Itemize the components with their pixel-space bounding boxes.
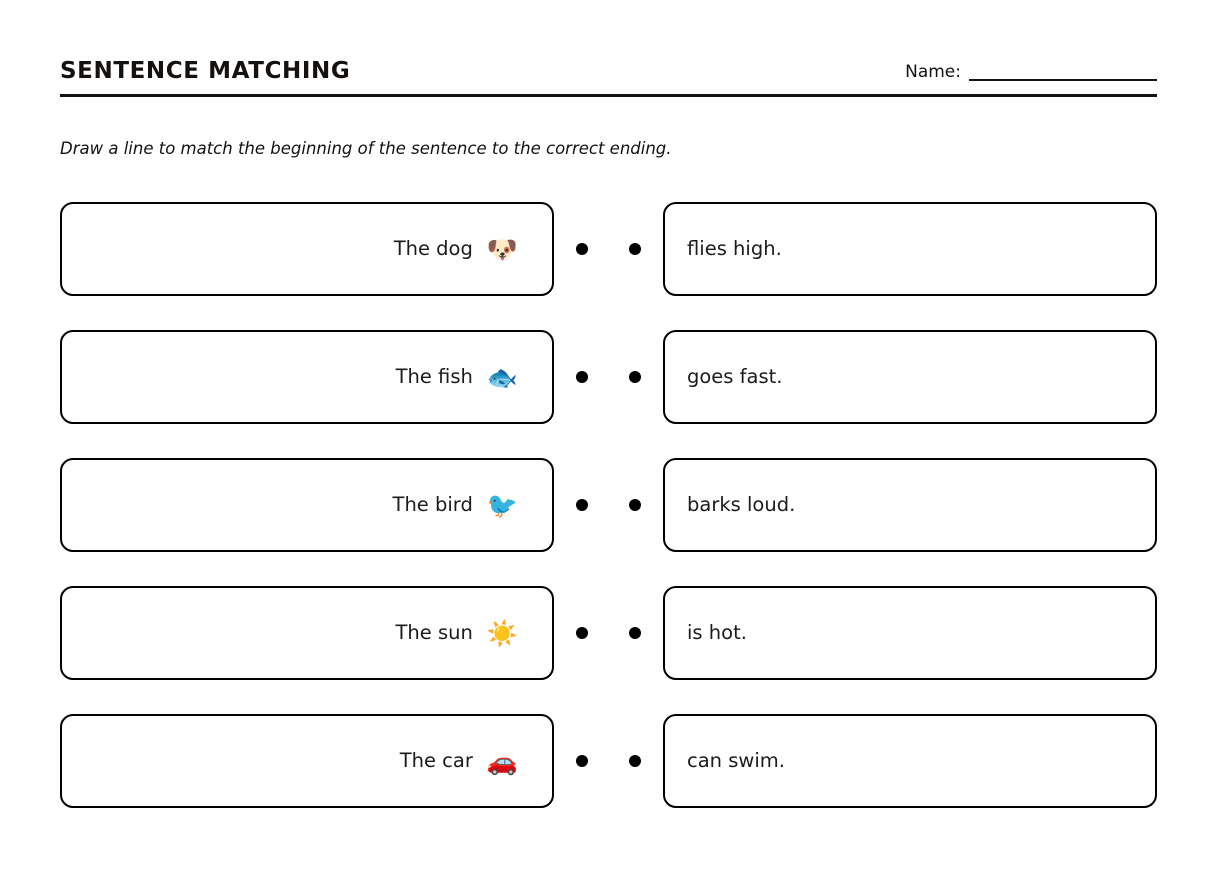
matching-rows — [60, 202, 1157, 808]
page-title: SENTENCE MATCHING — [60, 58, 351, 84]
answer-connector-dot[interactable] — [629, 243, 641, 255]
instruction-text: Draw a line to match the beginning of the sentence to the correct ending. — [60, 139, 672, 158]
prompt-connector-dot[interactable] — [576, 755, 588, 767]
bird-emoji: 🐦 — [486, 490, 518, 520]
connector-area — [554, 202, 663, 296]
connector-area — [554, 458, 663, 552]
answer-text: goes fast. — [687, 365, 783, 389]
prompt-box[interactable] — [60, 458, 554, 552]
fish-emoji: 🐟 — [486, 362, 518, 392]
prompt-text: The sun — [395, 621, 473, 645]
answer-connector-dot[interactable] — [629, 499, 641, 511]
prompt-box[interactable] — [60, 714, 554, 808]
answer-box[interactable] — [663, 714, 1157, 808]
match-row — [60, 458, 1157, 552]
answer-box[interactable] — [663, 458, 1157, 552]
match-row — [60, 202, 1157, 296]
car-emoji: 🚗 — [486, 746, 518, 776]
match-row — [60, 330, 1157, 424]
connector-area — [554, 714, 663, 808]
answer-connector-dot[interactable] — [629, 371, 641, 383]
prompt-text: The dog — [393, 237, 473, 261]
answer-text: is hot. — [687, 621, 747, 645]
prompt-connector-dot[interactable] — [576, 499, 588, 511]
answer-text: barks loud. — [687, 493, 796, 517]
prompt-box[interactable] — [60, 202, 554, 296]
prompt-text: The car — [399, 749, 473, 773]
name-input-blank[interactable] — [969, 67, 1157, 81]
answer-connector-dot[interactable] — [629, 755, 641, 767]
name-field-group — [905, 64, 1157, 81]
answer-text: flies high. — [687, 237, 782, 261]
match-row — [60, 586, 1157, 680]
answer-text: can swim. — [687, 749, 785, 773]
prompt-connector-dot[interactable] — [576, 243, 588, 255]
name-label: Name: — [905, 62, 961, 82]
worksheet-header — [60, 58, 1157, 102]
prompt-box[interactable] — [60, 586, 554, 680]
worksheet-page — [60, 0, 1157, 872]
answer-box[interactable] — [663, 330, 1157, 424]
answer-box[interactable] — [663, 586, 1157, 680]
answer-connector-dot[interactable] — [629, 627, 641, 639]
sun-emoji: ☀️ — [486, 618, 518, 648]
connector-area — [554, 330, 663, 424]
prompt-box[interactable] — [60, 330, 554, 424]
prompt-connector-dot[interactable] — [576, 627, 588, 639]
connector-area — [554, 586, 663, 680]
answer-box[interactable] — [663, 202, 1157, 296]
prompt-text: The bird — [392, 493, 473, 517]
prompt-connector-dot[interactable] — [576, 371, 588, 383]
header-divider — [60, 94, 1157, 97]
dog-face-emoji: 🐶 — [486, 234, 518, 264]
match-row — [60, 714, 1157, 808]
prompt-text: The fish — [395, 365, 473, 389]
